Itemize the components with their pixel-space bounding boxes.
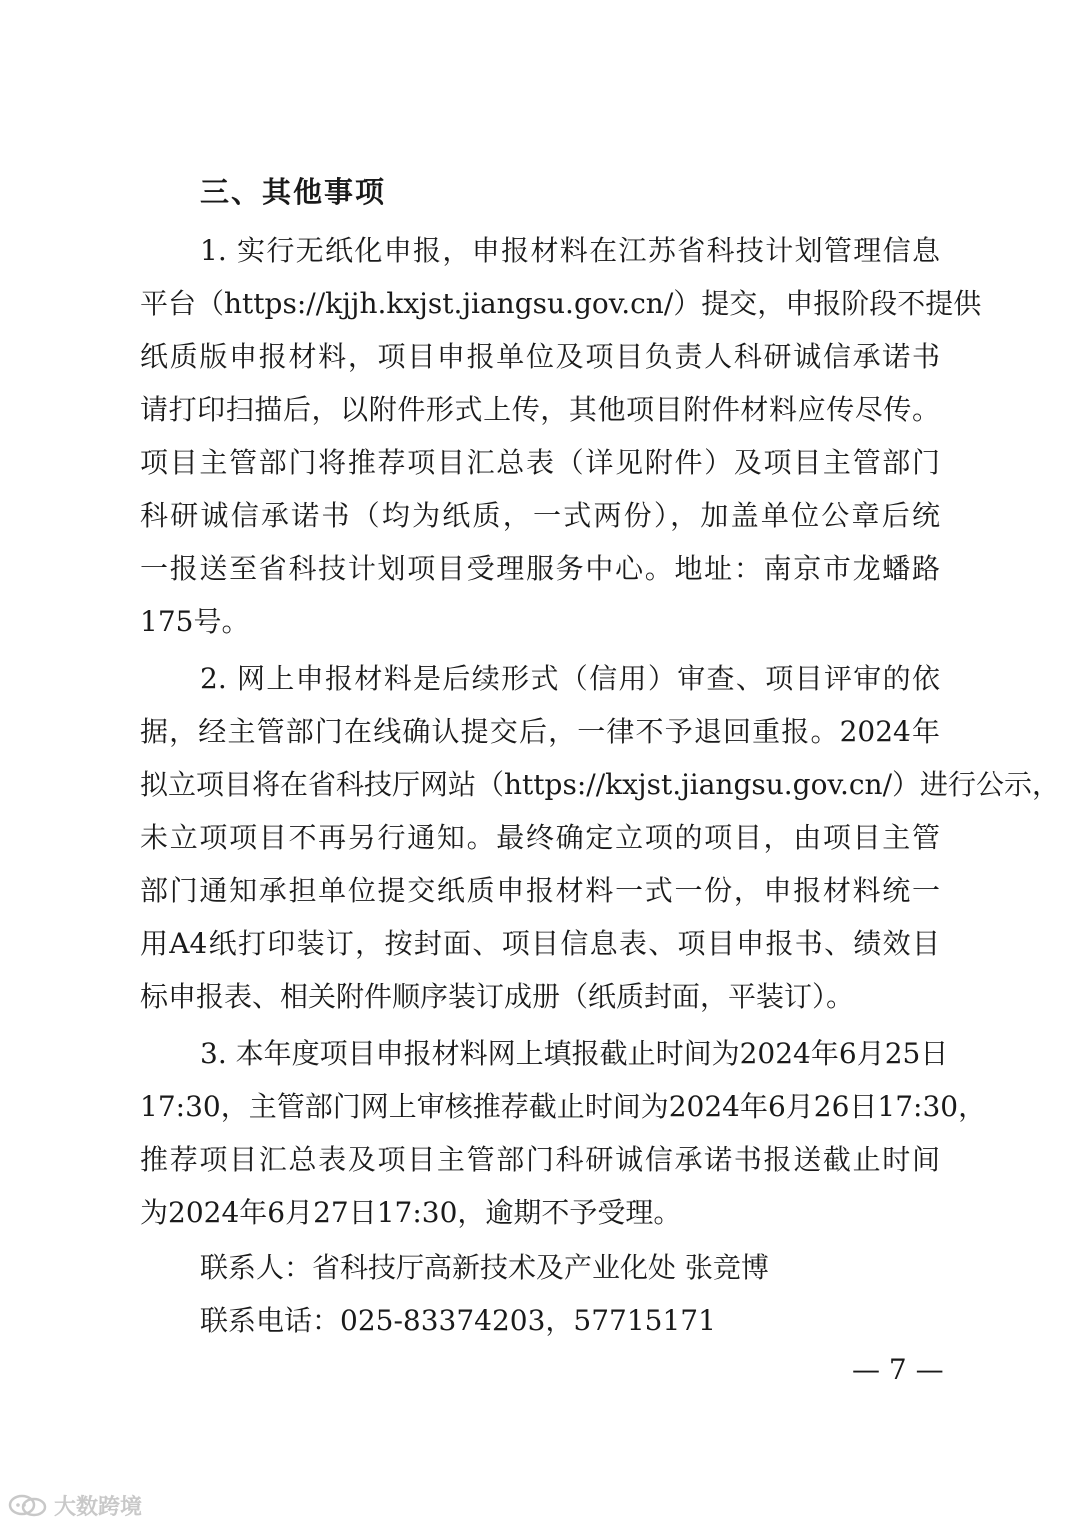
contact-phone: 联系电话：025-83374203，57715171: [200, 1304, 716, 1337]
item2-line-1: 2. 网上申报材料是后续形式（信用）审查、项目评审的依: [200, 662, 940, 695]
chat-bubble-icon: [8, 1493, 48, 1519]
item3-line-3: 推荐项目汇总表及项目主管部门科研诚信承诺书报送截止时间: [140, 1143, 940, 1176]
item1-line-4: 请打印扫描后，以附件形式上传，其他项目附件材料应传尽传。: [140, 393, 940, 426]
section-heading: 三、其他事项: [200, 175, 387, 209]
item2-line-5: 部门通知承担单位提交纸质申报材料一式一份，申报材料统一: [140, 874, 940, 907]
item1-line-3: 纸质版申报材料，项目申报单位及项目负责人科研诚信承诺书: [140, 340, 940, 373]
watermark-text: 大数跨境: [54, 1495, 143, 1520]
item3-line-1: 3. 本年度项目申报材料网上填报截止时间为2024年6月25日: [200, 1037, 949, 1070]
item2-line-3: 拟立项目将在省科技厅网站（https://kxjst.jiangsu.gov.cn/）进行公示，: [140, 768, 1061, 801]
item2-line-4: 未立项项目不再另行通知。最终确定立项的项目，由项目主管: [140, 821, 940, 854]
item1-line-7: 一报送至省科技计划项目受理服务中心。地址：南京市龙蟠路: [140, 552, 940, 585]
page-number: — 7 —: [852, 1353, 944, 1386]
item1-line-8: 175号。: [140, 605, 250, 638]
item2-line-6: 用A4纸打印装订，按封面、项目信息表、项目申报书、绩效目: [140, 927, 940, 960]
item1-line-5: 项目主管部门将推荐项目汇总表（详见附件）及项目主管部门: [140, 446, 940, 479]
watermark: [8, 1490, 142, 1521]
item3-line-4: 为2024年6月27日17:30，逾期不予受理。: [140, 1196, 682, 1229]
item2-line-7: 标申报表、相关附件顺序装订成册（纸质封面，平装订）。: [140, 980, 855, 1013]
contact-person: 联系人：省科技厅高新技术及产业化处 张竞博: [200, 1251, 769, 1284]
item3-line-2: 17:30，主管部门网上审核推荐截止时间为2024年6月26日17:30，: [140, 1090, 987, 1123]
item1-line-1: 1. 实行无纸化申报，申报材料在江苏省科技计划管理信息: [200, 234, 940, 267]
item1-line-6: 科研诚信承诺书（均为纸质，一式两份），加盖单位公章后统: [140, 499, 940, 532]
item2-line-2: 据，经主管部门在线确认提交后，一律不予退回重报。2024年: [140, 715, 940, 748]
item1-line-2: 平台（https://kjjh.kxjst.jiangsu.gov.cn/）提交，申报阶段不提供: [140, 287, 982, 320]
